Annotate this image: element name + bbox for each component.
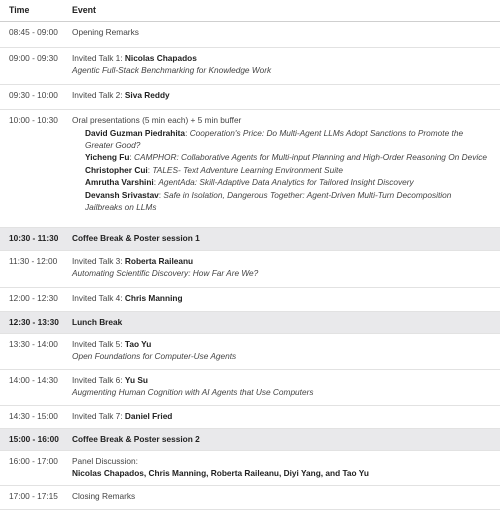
row-event <box>72 251 500 287</box>
row-time: 10:00 - 10:30 <box>9 115 58 125</box>
talk-title: Agentic Full-Stack Benchmarking for Knowledge Work <box>72 64 272 75</box>
event-label: Invited Talk 3: <box>72 256 125 266</box>
row-event <box>72 48 500 84</box>
row-time: 14:30 - 15:00 <box>9 411 58 421</box>
oral-presentation-item <box>72 176 490 188</box>
row-event <box>72 85 500 109</box>
event-label: Invited Talk 2: <box>72 90 125 100</box>
row-time: 12:00 - 12:30 <box>9 293 58 303</box>
event-label: Opening Remarks <box>72 27 139 37</box>
row-time: 10:30 - 11:30 <box>9 233 59 243</box>
presentation-title: TALES- Text Adventure Learning Environment Suite <box>152 164 343 175</box>
row-event <box>72 334 500 369</box>
talk-title: Augmenting Human Cognition with AI Agents that Use Computers <box>72 386 314 397</box>
row-event <box>72 288 500 311</box>
schedule-row <box>0 451 500 486</box>
row-event <box>72 429 500 450</box>
presentation-title: AgentAda: Skill-Adaptive Data Analytics for Tailored Insight Discovery <box>158 177 414 188</box>
row-time: 17:00 - 17:15 <box>9 491 58 501</box>
row-event <box>72 312 500 333</box>
talk-title: Open Foundations for Computer-Use Agents <box>72 350 237 361</box>
event-label: Invited Talk 6: <box>72 375 125 385</box>
table-header <box>0 0 500 22</box>
schedule-row <box>0 370 500 406</box>
schedule-row-break <box>0 228 500 251</box>
time-column-header: Time <box>9 5 30 15</box>
schedule-row <box>0 334 500 370</box>
presenter-name: Christopher Cui <box>85 164 148 175</box>
schedule-row <box>0 406 500 429</box>
oral-presentation-item <box>72 151 490 163</box>
event-label: Invited Talk 7: <box>72 411 125 421</box>
speaker-name: Nicolas Chapados <box>124 53 197 63</box>
event-label: Lunch Break <box>72 317 123 327</box>
row-time: 12:30 - 13:30 <box>9 317 59 327</box>
row-event <box>72 451 500 485</box>
row-time: 09:30 - 10:00 <box>9 90 58 100</box>
row-time: 09:00 - 09:30 <box>9 53 58 63</box>
oral-presentation-item <box>72 189 490 214</box>
schedule-row <box>0 486 500 510</box>
row-time: 11:30 - 12:00 <box>9 256 58 266</box>
schedule-row <box>0 251 500 288</box>
row-time: 14:00 - 14:30 <box>9 375 58 385</box>
schedule-row-break <box>0 312 500 334</box>
presenter-name: Yicheng Fu <box>85 152 130 163</box>
event-column-header: Event <box>72 5 96 15</box>
presenter-name: Devansh Srivastav <box>85 189 159 200</box>
row-event <box>72 486 500 509</box>
talk-title: Automating Scientific Discovery: How Far Are We? <box>72 267 259 278</box>
schedule-row-break <box>0 429 500 451</box>
event-label: Oral presentations (5 min each) + 5 min buffer <box>72 115 242 125</box>
schedule-row <box>0 110 500 228</box>
event-label: Closing Remarks <box>72 491 136 501</box>
row-time: 16:00 - 17:00 <box>9 456 58 466</box>
speaker-name: Roberta Raileanu <box>124 256 194 266</box>
schedule-row <box>0 48 500 85</box>
presentation-title: Cooperation's Price: Do Multi-Agent LLMs Adopt Sanctions to Promote the Greater Good? <box>85 127 464 150</box>
schedule-row <box>0 22 500 48</box>
presentation-title: CAMPHOR: Collaborative Agents for Multi-input Planning and High-Order Reasoning On Device <box>134 152 487 163</box>
presenter-separator: : <box>185 127 190 138</box>
row-event <box>72 110 500 227</box>
row-time: 15:00 - 16:00 <box>9 434 59 444</box>
panelists-list: Nicolas Chapados, Chris Manning, Roberta Raileanu, Diyi Yang, and Tao Yu <box>72 467 369 478</box>
event-label: Coffee Break & Poster session 1 <box>72 233 200 243</box>
row-time: 13:30 - 14:00 <box>9 339 58 349</box>
event-label: Invited Talk 4: <box>72 293 125 303</box>
presenter-name: Amrutha Varshini <box>85 177 154 188</box>
row-time: 08:45 - 09:00 <box>9 27 58 37</box>
presenter-name: David Guzman Piedrahita <box>85 127 186 138</box>
speaker-name: Yu Su <box>124 375 148 385</box>
row-event <box>72 22 500 47</box>
oral-presentation-item <box>72 164 490 176</box>
event-label: Panel Discussion: <box>72 456 138 466</box>
row-event <box>72 370 500 405</box>
event-label: Invited Talk 1: <box>72 53 125 63</box>
row-event <box>72 228 500 250</box>
speaker-name: Daniel Fried <box>124 411 173 421</box>
schedule-row <box>0 288 500 312</box>
event-label: Coffee Break & Poster session 2 <box>72 434 200 444</box>
oral-presentation-item <box>72 127 490 152</box>
event-label: Invited Talk 5: <box>72 339 125 349</box>
presenter-separator: : <box>153 177 159 188</box>
speaker-name: Chris Manning <box>124 293 183 303</box>
presenter-separator: : <box>129 152 135 163</box>
speaker-name: Siva Reddy <box>124 90 170 100</box>
speaker-name: Tao Yu <box>124 339 152 349</box>
row-event <box>72 406 500 428</box>
presenter-separator: : <box>147 164 153 175</box>
presentation-title: Safe in Isolation, Dangerous Together: Agent-Driven Multi-Turn Decomposition Jailbreaks on LLMs <box>85 189 452 213</box>
schedule-row <box>0 85 500 110</box>
presenter-separator: : <box>158 189 164 200</box>
